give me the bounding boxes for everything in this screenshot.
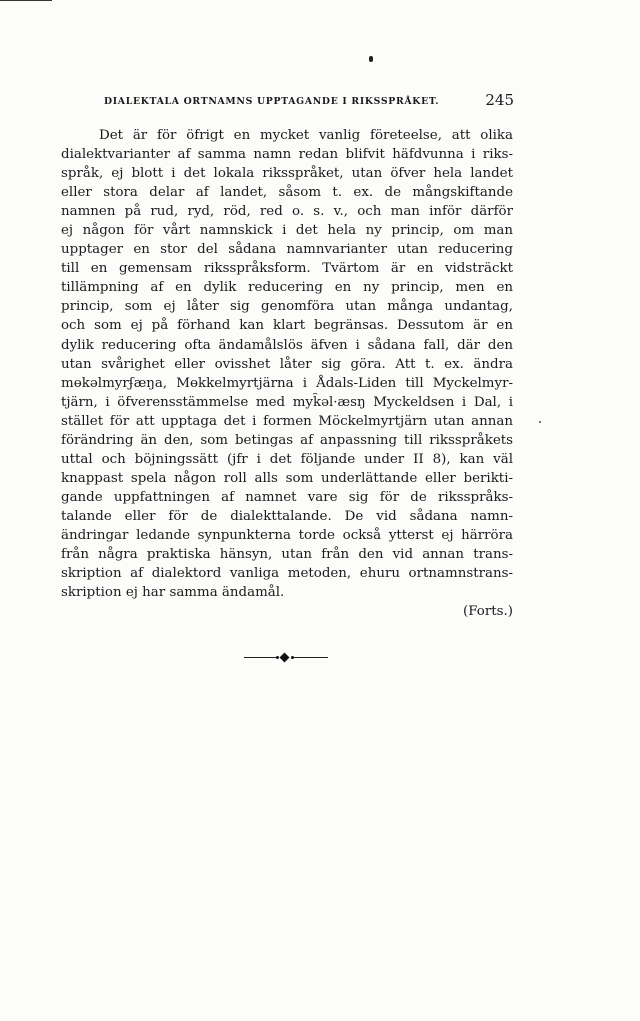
ornament-rule-left: [244, 657, 278, 658]
text-line: gande uppfattningen af namnet vare sig för de riksspråks-: [61, 489, 513, 505]
text-line: dialektvarianter af samma namn redan blifvit häfdvunna i riks-: [61, 147, 513, 163]
text-line: skription af dialektord vanliga metoden, ehuru ortnamnstrans-: [61, 566, 513, 582]
text-line: Det är för öfrigt en mycket vanlig företeelse, att olika: [99, 128, 513, 143]
body-text: [61, 126, 513, 621]
text-line: och som ej på förhand kan klart begränsas. Dessutom är en: [61, 318, 513, 334]
ornament-diamond-icon: [280, 653, 290, 663]
margin-mark: [539, 421, 541, 423]
text-line: eller stora delar af landet, såsom t. ex. de mångskiftande: [61, 185, 513, 201]
text-line: skription ej har samma ändamål.: [61, 585, 285, 601]
text-line: princip, som ej låter sig genomföra utan många undantag,: [61, 299, 513, 315]
text-line: upptager en stor del sådana namnvarianter utan reducering: [61, 242, 513, 258]
text-line: mɵkəlmyrʄæŋa, Mɵkkelmyrtjärna i Ådals-Liden till Myckelmyr-: [61, 375, 513, 391]
text-line: till en gemensam riksspråksform. Tvärtom är en vidsträckt: [61, 261, 513, 277]
text-line: språk, ej blott i det lokala riksspråket, utan öfver hela landet: [61, 166, 513, 182]
text-line: dylik reducering ofta ändamålslös äfven i sådana fall, där den: [61, 337, 513, 353]
text-line: tillämpning af en dylik reducering en ny princip, men en: [61, 280, 513, 296]
page-header: [104, 91, 514, 113]
text-line: ej någon för vårt namnskick i det hela ny princip, om man: [61, 223, 513, 239]
ink-speck: [369, 56, 373, 62]
text-line: uttal och böjningssätt (jfr i det följande under II 8), kan väl: [61, 451, 513, 467]
text-line: namnen på rud, ryd, röd, red o. s. v., och man inför därför: [61, 204, 513, 220]
text-line: tjärn, i öfverensstämmelse med myk̑əl·æsŋ Myckeldsen i Dal, i: [61, 394, 513, 410]
text-line: knappast spela någon roll alls som underlättande eller berikti-: [61, 470, 513, 486]
ornament-rule-right: [294, 657, 328, 658]
section-end-ornament: [244, 654, 328, 662]
running-head: DIALEKTALA ORTNAMNS UPPTAGANDE I RIKSSPRÅKET.: [104, 96, 440, 107]
text-line: ändringar ledande synpunkterna torde också ytterst ej härröra: [61, 527, 513, 543]
ornament-dot-left: [276, 656, 279, 659]
text-line: stället för att upptaga det i formen Möckelmyrtjärn utan annan: [61, 413, 513, 429]
continued-note: (Forts.): [463, 604, 513, 620]
text-line: förändring än den, som betingas af anpassning till riksspråkets: [61, 432, 513, 448]
scan-edge-line: [0, 0, 52, 1]
text-line: talande eller för de dialekttalande. De vid sådana namn-: [61, 508, 513, 524]
text-line: utan svårighet eller ovisshet låter sig göra. Att t. ex. ändra: [61, 356, 513, 372]
text-line: från några praktiska hänsyn, utan från den vid annan trans-: [61, 547, 513, 563]
page-number: 245: [485, 91, 514, 109]
